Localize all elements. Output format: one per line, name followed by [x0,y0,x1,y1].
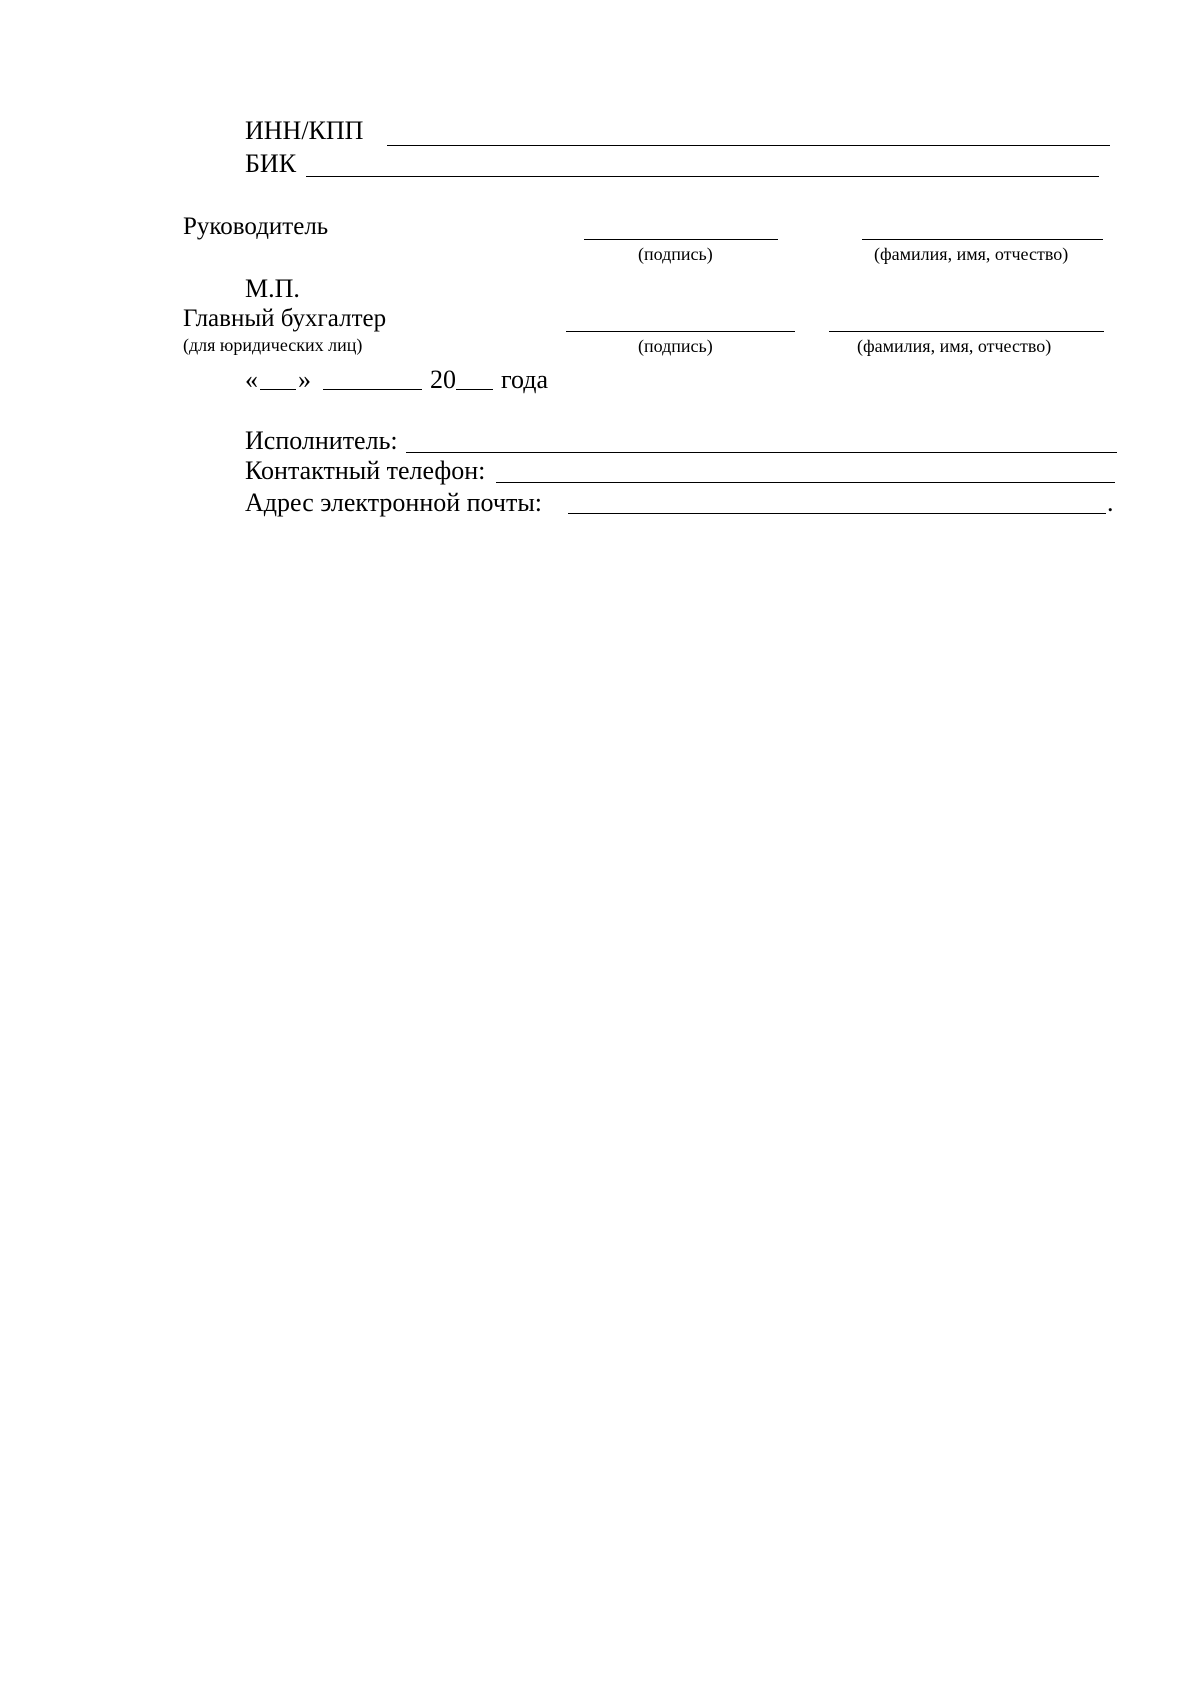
bik-field[interactable] [306,176,1099,177]
date-month-field[interactable] [323,389,422,390]
date-century: 20 [430,365,456,394]
phone-field[interactable] [496,482,1115,483]
chief-accountant-signature-field[interactable] [566,331,795,332]
inn-kpp-label: ИНН/КПП [245,116,364,145]
executor-label: Исполнитель: [245,426,398,455]
bik-label: БИК [245,149,297,178]
date-open-quote: « [245,365,258,394]
head-signature-caption: (подпись) [638,244,713,264]
executor-field[interactable] [406,452,1117,453]
date-close-quote: » [298,365,311,394]
date-year-field[interactable] [456,389,493,390]
chief-accountant-signature-caption: (подпись) [638,336,713,356]
head-name-field[interactable] [862,239,1103,240]
inn-kpp-field[interactable] [387,145,1110,146]
email-label: Адрес электронной почты: [245,488,543,517]
email-end-period: . [1107,488,1114,517]
phone-label: Контактный телефон: [245,456,486,485]
head-title: Руководитель [183,213,329,240]
chief-accountant-name-field[interactable] [829,331,1104,332]
chief-accountant-title: Главный бухгалтер [183,305,387,332]
head-name-caption: (фамилия, имя, отчество) [874,244,1069,264]
stamp-place-label: М.П. [245,274,300,303]
chief-accountant-note: (для юридических лиц) [183,335,363,355]
head-signature-field[interactable] [584,239,778,240]
chief-accountant-name-caption: (фамилия, имя, отчество) [857,336,1052,356]
date-day-field[interactable] [260,389,296,390]
date-suffix: года [501,365,549,394]
email-field[interactable] [568,513,1106,514]
